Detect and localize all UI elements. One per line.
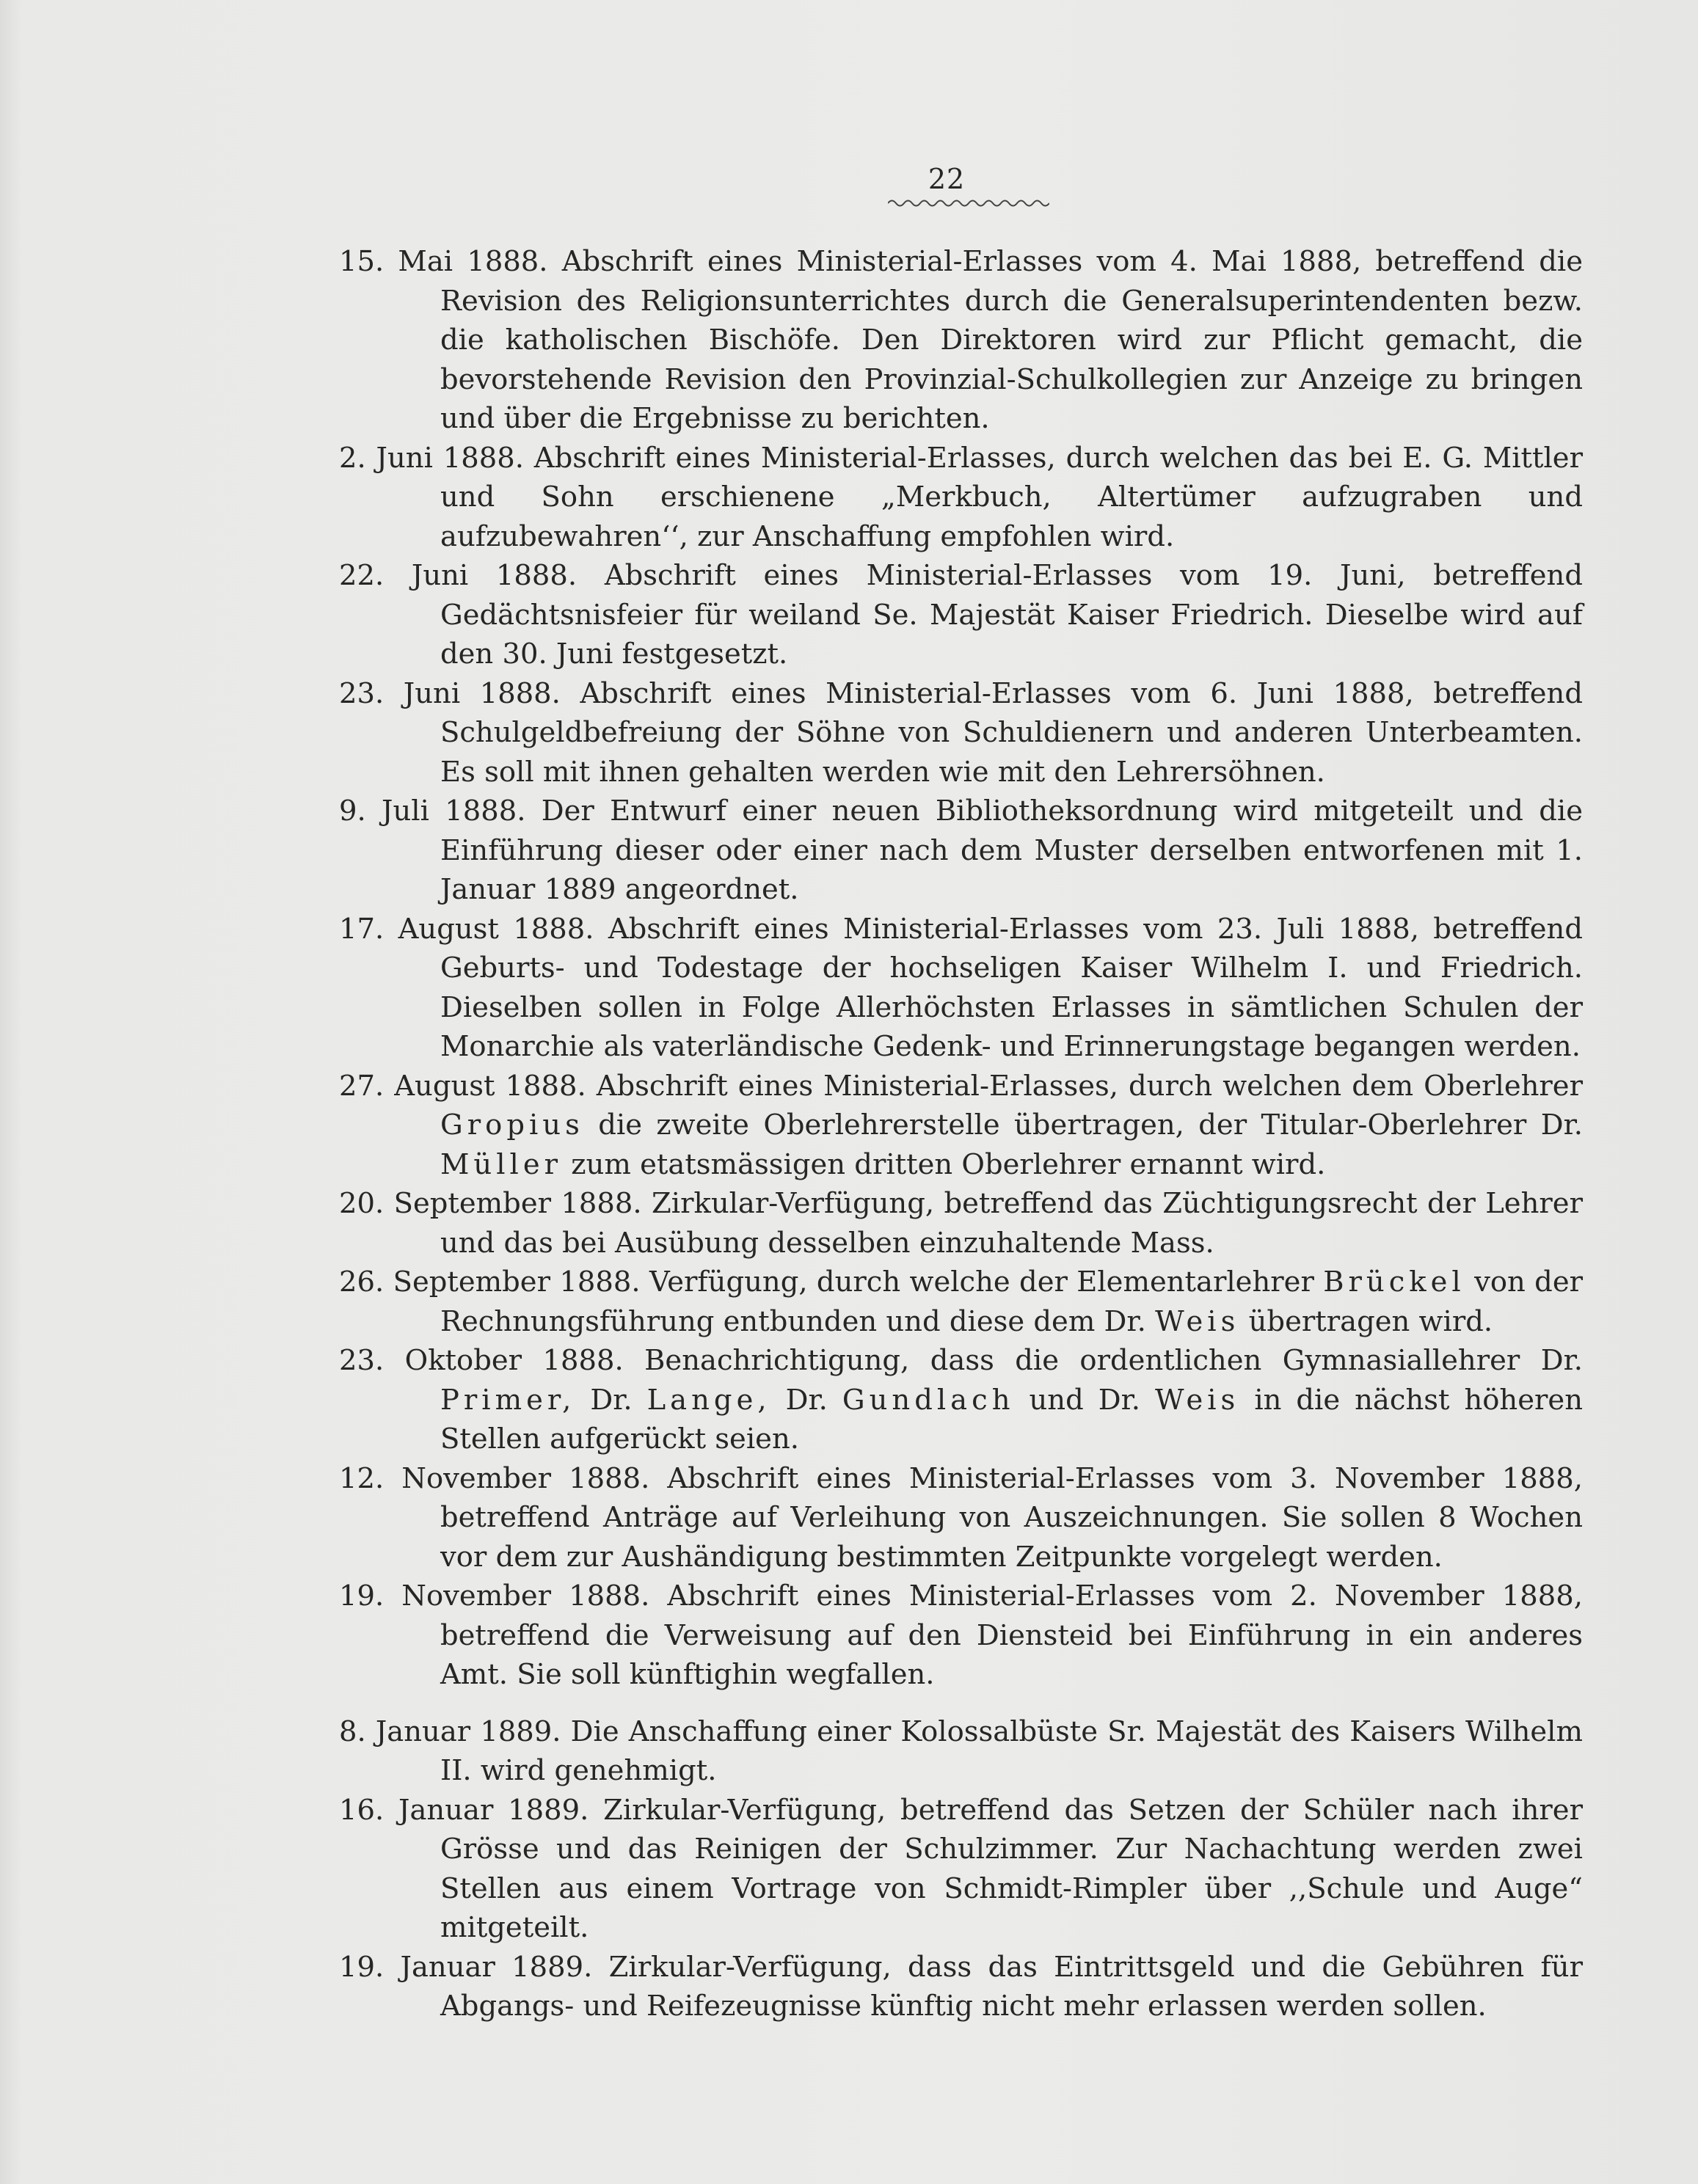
person-name: Brückel — [1323, 1266, 1465, 1299]
entry-text: zum etatsmässigen dritten Oberlehrer ernannt wird. — [571, 1147, 1326, 1181]
entry-date: 9. Juli 1888. — [339, 795, 526, 828]
entry-text: Die Anschaffung einer Kolossalbüste Sr. Majestät des Kaisers Wilhelm II. wird genehmigt. — [440, 1714, 1583, 1787]
entry — [339, 1067, 1583, 1185]
wavy-ornament — [888, 198, 1049, 208]
entry-text: Abschrift eines Ministerial-Erlasses vom 19. Juni, betreffend Gedächtsnisfeier für weiland Se. Majestät Kaiser Friedrich. Dieselbe wird auf den 30. Juni festgesetzt. — [440, 559, 1583, 671]
entry-text: in die nächst höheren Stellen aufgerückt seien. — [440, 1383, 1583, 1456]
entry — [339, 242, 1583, 439]
entry-text: Verfügung, durch welche der Elementarlehrer — [649, 1266, 1314, 1299]
entry — [339, 1577, 1583, 1695]
entry-date: 19. Januar 1889. — [339, 1950, 593, 1984]
entry-text: Zirkular-Verfügung, dass das Eintrittsgeld und die Gebühren für Abgangs- und Reifezeugnisse künftig nicht mehr erlassen werden sollen. — [440, 1950, 1583, 2023]
entry-date: 19. November 1888. — [339, 1579, 650, 1613]
entry-text: Der Entwurf einer neuen Bibliotheksordnung wird mitgeteilt und die Einführung dieser oder einer nach dem Muster derselben entworfenen mit 1. Januar 1889 angeordnet. — [440, 795, 1583, 906]
entry-text: Abschrift eines Ministerial-Erlasses, durch welchen das bei E. G. Mittler und Sohn erschienene „Merkbuch, Altertümer aufzugraben und aufzubewahren‘‘, zur Anschaffung empfohlen wird. — [440, 441, 1583, 553]
entry-text: Dr. — [590, 1383, 633, 1417]
entry-text: die zweite Oberlehrerstelle übertragen, der Titular-Oberlehrer Dr. — [598, 1109, 1583, 1142]
entry — [339, 910, 1583, 1067]
entry-date: 12. November 1888. — [339, 1461, 650, 1495]
entry-date: 27. August 1888. — [339, 1069, 586, 1103]
entry-text: und Dr. — [1029, 1383, 1141, 1417]
entry — [339, 1263, 1583, 1341]
entry-text: Abschrift eines Ministerial-Erlasses, durch welchen dem Oberlehrer — [596, 1069, 1583, 1103]
entry-text: Abschrift eines Ministerial-Erlasses vom 2. November 1888, betreffend die Verweisung auf den Diensteid bei Einführung in ein anderes Amt. Sie soll künftighin wegfallen. — [440, 1579, 1583, 1691]
entry — [339, 439, 1583, 557]
entry-date: 2. Juni 1888. — [339, 441, 524, 475]
entry-date: 26. September 1888. — [339, 1266, 641, 1299]
entry — [339, 792, 1583, 910]
entry-text: Abschrift eines Ministerial-Erlasses vom 3. November 1888, betreffend Anträge auf Verleihung von Auszeichnungen. Sie sollen 8 Wochen vor dem zur Aushändigung bestimmten Zeitpunkte vorgelegt werden. — [440, 1461, 1583, 1574]
entry-date: 8. Januar 1889. — [339, 1714, 561, 1748]
entry — [339, 1459, 1583, 1577]
entry-text: Zirkular-Verfügung, betreffend das Setzen der Schüler nach ihrer Grösse und das Reinigen der Schulzimmer. Zur Nachachtung werden zwei Stellen aus einem Vortrage von Schmidt-Rimpler über ,,Schule und Auge“ mitgeteilt. — [440, 1793, 1583, 1944]
person-name: Müller — [440, 1147, 563, 1181]
entry — [339, 1712, 1583, 1791]
entry — [339, 1948, 1583, 2026]
person-name: Weis — [1155, 1304, 1240, 1338]
person-name: Gundlach — [842, 1383, 1015, 1417]
person-name: Gropius — [440, 1109, 584, 1142]
entry — [339, 1341, 1583, 1459]
person-name: Primer, — [440, 1383, 576, 1417]
entry-text: Abschrift eines Ministerial-Erlasses vom 4. Mai 1888, betreffend die Revision des Religionsunterrichtes durch die Generalsuperintendenten bezw. die katholischen Bischöfe. Den Direktoren wird zur Pflicht gemacht, die bevorstehende Revision den Provinzial-Schulkollegien zur Anzeige zu bringen und über die Ergebnisse zu berichten. — [440, 245, 1583, 435]
entry-text: Benachrichtigung, dass die ordentlichen Gymnasiallehrer Dr. — [644, 1344, 1583, 1377]
person-name: Weis — [1155, 1383, 1240, 1417]
entry-list — [339, 242, 1583, 2026]
entry-text: von der Rechnungsführung entbunden und diese dem Dr. — [440, 1266, 1584, 1338]
entry-date: 17. August 1888. — [339, 912, 594, 946]
person-name: Lange, — [646, 1383, 771, 1417]
entry-date: 20. September 1888. — [339, 1187, 642, 1220]
entry-text: Abschrift eines Ministerial-Erlasses vom 6. Juni 1888, betreffend Schulgeldbefreiung der Söhne von Schuldienern und anderen Unterbeamten. Es soll mit ihnen gehalten werden wie mit den Lehrersöhnen. — [440, 676, 1583, 789]
entry — [339, 556, 1583, 674]
entry-text: übertragen wird. — [1248, 1304, 1493, 1338]
entry — [339, 1791, 1583, 1948]
entry-date: 23. Oktober 1888. — [339, 1344, 624, 1377]
entry-date: 23. Juni 1888. — [339, 676, 561, 710]
entry — [339, 674, 1583, 792]
entry-text: Zirkular-Verfügung, betreffend das Züchtigungsrecht der Lehrer und das bei Ausübung desselben einzuhaltende Mass. — [440, 1187, 1583, 1260]
entry-text: Dr. — [785, 1383, 828, 1417]
page-number: 22 — [928, 163, 966, 195]
entry-date: 16. Januar 1889. — [339, 1793, 589, 1827]
entry-date: 15. Mai 1888. — [339, 245, 548, 278]
entry-date: 22. Juni 1888. — [339, 559, 577, 592]
entry — [339, 1184, 1583, 1263]
entry-text: Abschrift eines Ministerial-Erlasses vom 23. Juli 1888, betreffend Geburts- und Todestage der hochseligen Kaiser Wilhelm I. und Friedrich. Dieselben sollen in Folge Allerhöchsten Erlasses in sämtlichen Schulen der Monarchie als vaterländische Gedenk- und Erinnerungstage begangen werden. — [440, 912, 1583, 1063]
